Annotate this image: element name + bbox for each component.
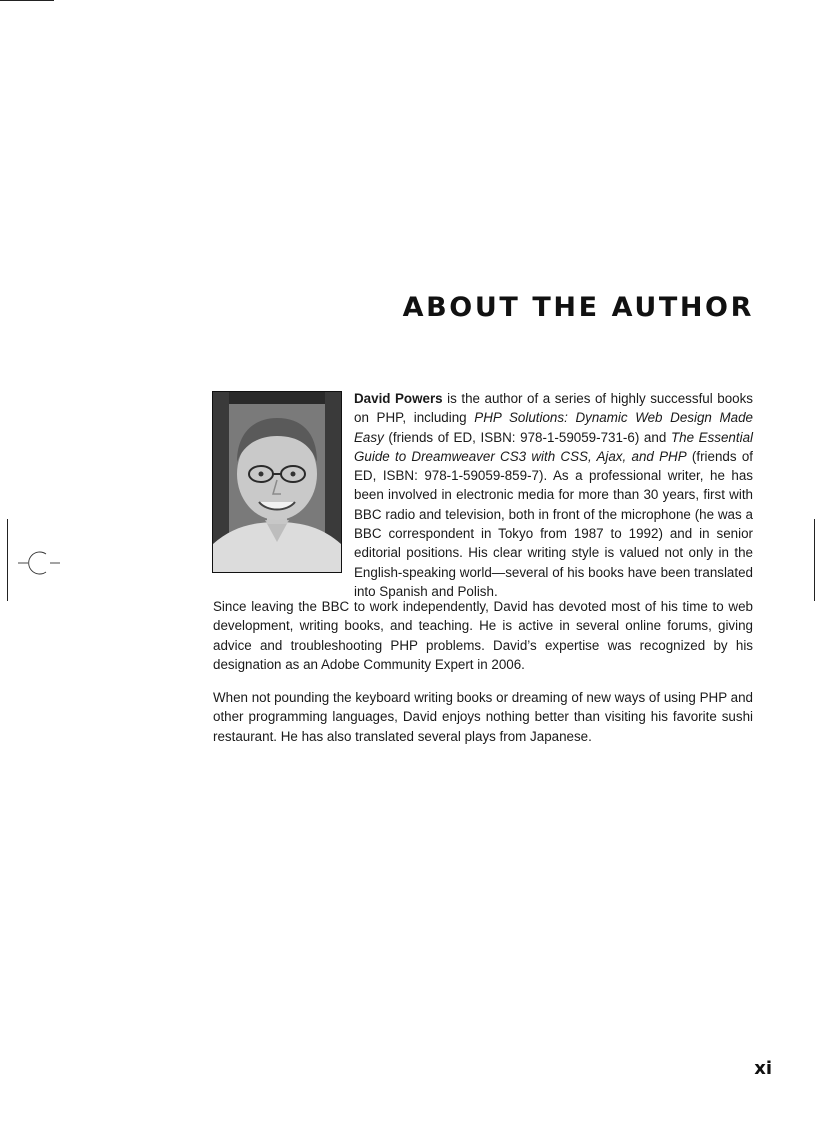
author-name: David Powers xyxy=(354,391,443,406)
crop-mark-top xyxy=(0,0,54,1)
page-number: xi xyxy=(754,1058,772,1079)
book-title-dreamweaver-guide: The Essential Guide to Dreamweaver CS3 with CSS, Ajax, and PHP xyxy=(354,429,753,464)
author-photo xyxy=(212,391,342,573)
bio-intro-text-3: (friends of ED, ISBN: 978-1-59059-859-7). As a professional writer, he has been involved in electronic media for more than 30 years, first with BBC radio and television, both in front of the microphone (he was a BBC correspondent in Tokyo from 1987 to 1992) and in senior editorial positions. His clear writing style is valued not only in the English-speaking world—several of his books have been translated into Spanish and Polish. xyxy=(354,448,753,599)
bio-intro-text-2: (friends of ED, ISBN: 978-1-59059-731-6) and xyxy=(383,429,671,445)
bio-paragraph-hobbies: When not pounding the keyboard writing books or dreaming of new ways of using PHP and other programming languages, David enjoys nothing better than visiting his favorite sushi restaurant. He has also translated several plays from Japanese. xyxy=(213,690,753,744)
page-title: ABOUT THE AUTHOR xyxy=(402,292,754,323)
bio-intro-paragraph xyxy=(354,389,753,601)
crop-mark-left xyxy=(7,519,8,601)
bio-paragraph-career: Since leaving the BBC to work independently, David has devoted most of his time to web development, writing books, and teaching. He is active in several online forums, giving advice and troubleshooting PHP problems. David’s expertise was recognized by his designation as an Adobe Community Expert in 2006. xyxy=(213,599,753,672)
author-portrait-icon xyxy=(213,392,341,572)
book-title-php-solutions: PHP Solutions: Dynamic Web Design Made Easy xyxy=(354,410,753,445)
registration-mark-icon xyxy=(16,548,62,578)
crop-mark-right xyxy=(814,519,815,601)
bio-intro-text-1: is the author of a series of highly successful books on PHP, including xyxy=(354,391,753,426)
